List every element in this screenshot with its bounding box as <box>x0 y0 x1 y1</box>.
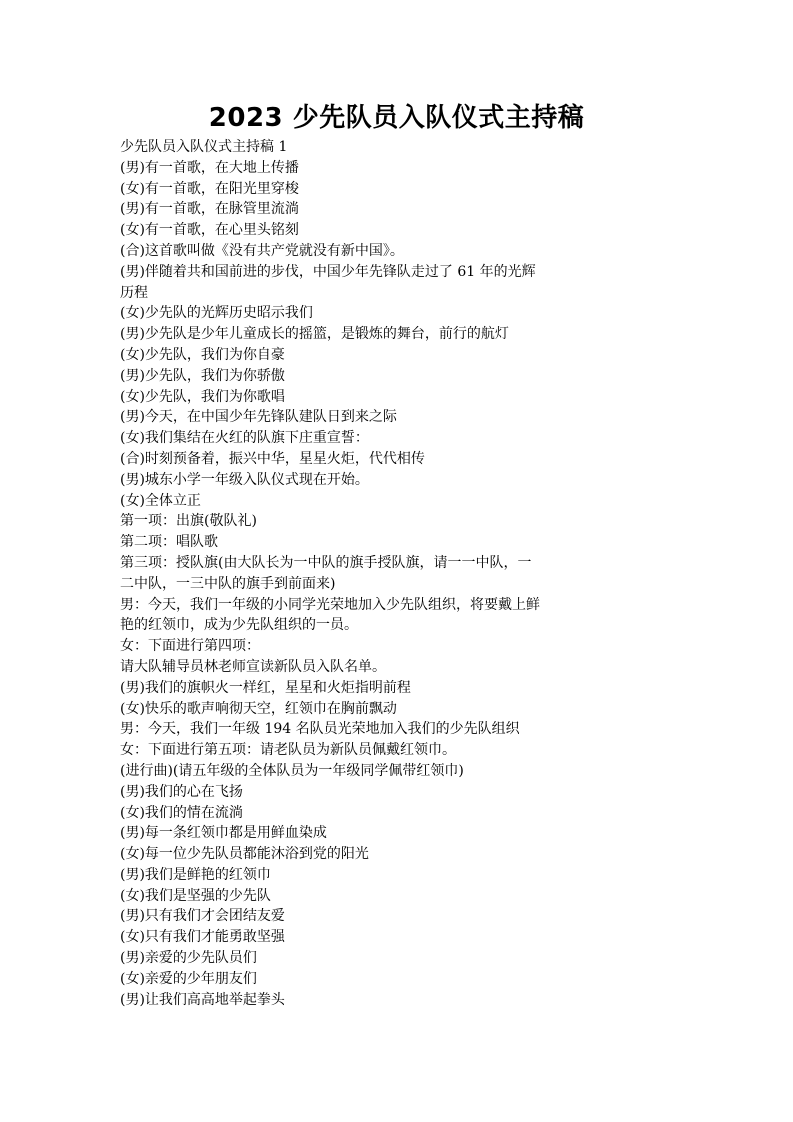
text-line: 女：下面进行第四项： <box>120 638 260 655</box>
text-line: 第二项：唱队歌 <box>120 534 218 551</box>
text-line: 历程 <box>120 284 148 301</box>
text-line: 第一项：出旗(敬队礼) <box>120 513 257 530</box>
document-title: 2023 少先队员入队仪式主持稿 <box>208 103 585 133</box>
text-line: (女)亲爱的少年朋友们 <box>120 970 257 987</box>
text-line: (男)每一条红领巾都是用鲜血染成 <box>120 825 327 842</box>
text-line: (男)亲爱的少先队员们 <box>120 950 257 967</box>
text-line: (男)只有我们才会团结友爱 <box>120 908 285 925</box>
document-body <box>120 137 600 1010</box>
text-line: (男)让我们高高地举起拳头 <box>120 991 285 1008</box>
text-line: (男)我们是鲜艳的红领巾 <box>120 866 271 883</box>
text-line: (男)我们的心在飞扬 <box>120 783 243 800</box>
text-line: (进行曲)(请五年级的全体队员为一年级同学佩带红领巾) <box>120 762 464 779</box>
text-line: 艳的红领巾，成为少先队组织的一员。 <box>120 617 358 634</box>
text-line: 第三项：授队旗(由大队长为一中队的旗手授队旗，请一一中队，一 <box>120 554 532 571</box>
text-line: (女)全体立正 <box>120 492 201 509</box>
text-line: (男)有一首歌，在大地上传播 <box>120 159 299 176</box>
text-line: 男：今天，我们一年级的小同学光荣地加入少先队组织，将要戴上鲜 <box>120 596 540 613</box>
text-line: (女)我们集结在火红的队旗下庄重宣誓： <box>120 430 369 447</box>
text-line: (男)少先队是少年儿童成长的摇篮，是锻炼的舞台，前行的航灯 <box>120 326 509 343</box>
text-line: (男)有一首歌，在脉管里流淌 <box>120 201 299 218</box>
text-line: (女)只有我们才能勇敢坚强 <box>120 929 285 946</box>
text-line: (女)每一位少先队员都能沐浴到党的阳光 <box>120 846 369 863</box>
text-line: (女)少先队的光辉历史昭示我们 <box>120 305 313 322</box>
text-line: (男)今天，在中国少年先锋队建队日到来之际 <box>120 409 397 426</box>
text-line: 男：今天，我们一年级 194 名队员光荣地加入我们的少先队组织 <box>120 721 520 738</box>
text-line: (男)我们的旗帜火一样红，星星和火炬指明前程 <box>120 679 411 696</box>
text-line: (合)时刻预备着，振兴中华，星星火炬，代代相传 <box>120 450 425 467</box>
text-line: (女)快乐的歌声响彻天空，红领巾在胸前飘动 <box>120 700 397 717</box>
text-line: (女)少先队，我们为你自豪 <box>120 346 285 363</box>
text-line: (女)有一首歌，在阳光里穿梭 <box>120 180 299 197</box>
text-line: 请大队辅导员林老师宣读新队员入队名单。 <box>120 658 386 675</box>
text-line: 二中队，一三中队的旗手到前面来) <box>120 575 336 592</box>
text-line: (男)城东小学一年级入队仪式现在开始。 <box>120 471 369 488</box>
text-line: (女)我们的情在流淌 <box>120 804 243 821</box>
text-line: (男)少先队，我们为你骄傲 <box>120 367 285 384</box>
text-line: (女)有一首歌，在心里头铭刻 <box>120 222 299 239</box>
text-line: (女)我们是坚强的少先队 <box>120 887 271 904</box>
text-line: (男)伴随着共和国前进的步伐，中国少年先锋队走过了 61 年的光辉 <box>120 263 536 280</box>
text-line: (合)这首歌叫做《没有共产党就没有新中国》。 <box>120 242 404 259</box>
text-line: 女：下面进行第五项：请老队员为新队员佩戴红领巾。 <box>120 742 456 759</box>
text-line: (女)少先队，我们为你歌唱 <box>120 388 285 405</box>
text-line: 少先队员入队仪式主持稿 1 <box>120 139 288 155</box>
